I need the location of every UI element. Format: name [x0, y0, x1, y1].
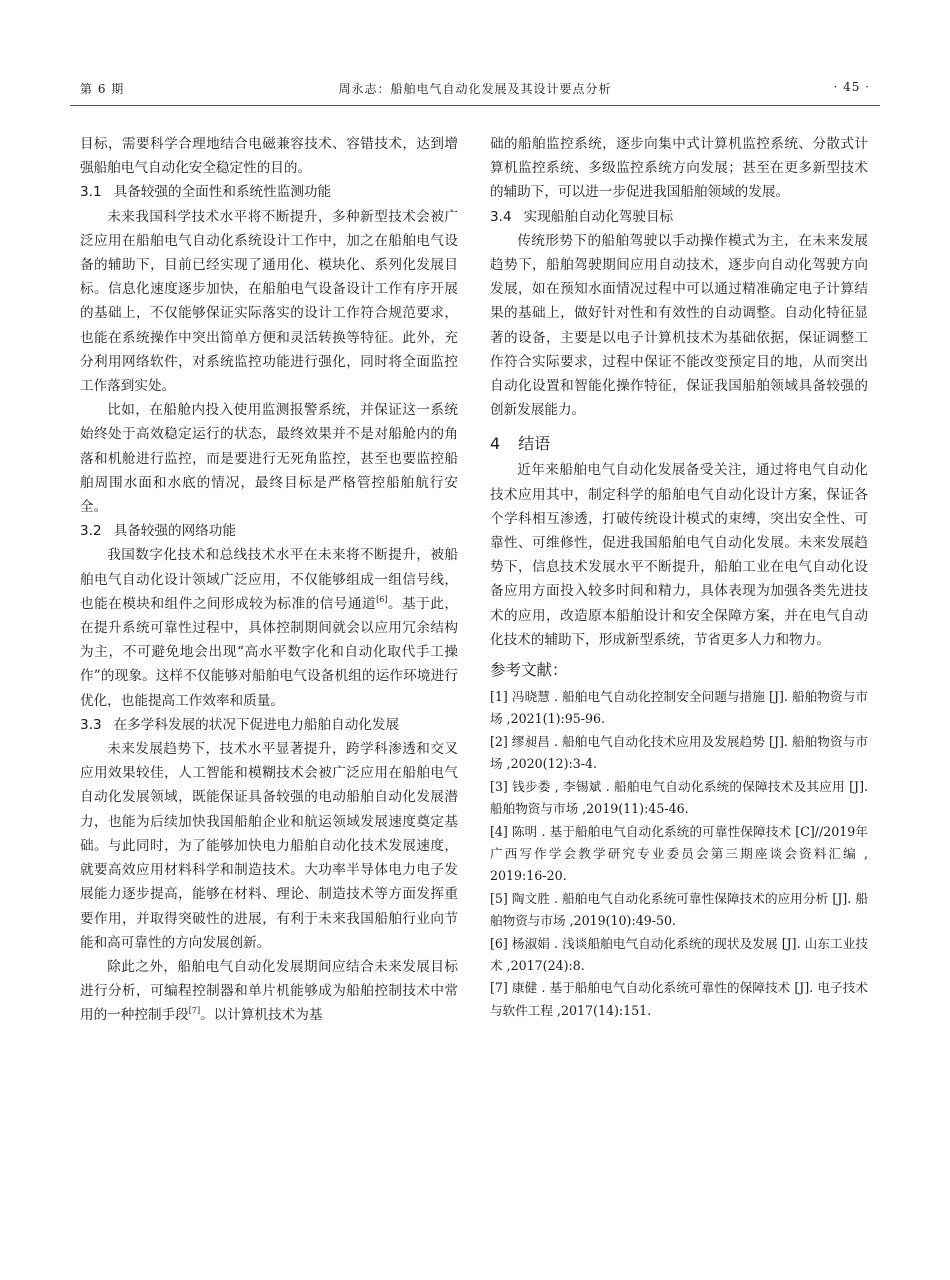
paragraph [80, 543, 458, 712]
reference-list [490, 686, 868, 1022]
section-title: 具备较强的全面性和系统性监测功能 [113, 184, 332, 201]
reference-item: [2] 缪昶昌 . 船舶电气自动化技术应用及发展趋势 [J]. 船舶物资与市场 ,2020(12):3-4. [490, 733, 868, 772]
section-title: 在多学科发展的状况下促进电力船舶自动化发展 [113, 716, 400, 733]
paragraph: 近年来船舶电气自动化发展备受关注，通过将电气自动化技术应用其中，制定科学的船舶电气自动化设计方案，保证各个学科相互渗透，打破传统设计模式的束缚，突出安全性、可靠性、可维修性，促进我国船舶电气自动化发展。未来发展趋势下，信息技术发展水平不断提升，船舶工业在电气自动化设备应用方面投入较多时间和精力，具体表现为加强各类先进技术的应用，改造原本船舶设计和安全保障方案，并在电气自动化技术的辅助下，形成新型系统，节省更多人力和物力。 [490, 462, 868, 648]
section-title: 实现船舶自动化驾驶目标 [523, 208, 674, 225]
section-heading-3-2 [80, 519, 458, 543]
issue-number: 第 6 期 [80, 82, 125, 96]
paragraph [80, 955, 458, 1028]
paragraph-continued: 础的船舶监控系统，逐步向集中式计算机监控系统、分散式计算机监控系统、多级监控系统方向发展；甚至在更多新型技术的辅助下，可以进一步促进我国船舶领域的发展。 [490, 136, 868, 201]
paragraph: 比如，在船舱内投入使用监测报警系统，并保证这一系统始终处于高效稳定运行的状态，最终效果并不是对船舱内的角落和机舱进行监控，而是要进行无死角监控，甚至也要监控船舶周围水面和水底的情况，最终目标是严格管控船舶航行安全。 [80, 402, 458, 516]
section-heading-3-4 [490, 205, 868, 229]
section-number: 4 [490, 434, 501, 454]
reference-item: [1] 冯晓慧 . 船舶电气自动化控制安全问题与措施 [J]. 船舶物资与市场 ,2021(1):95-96. [490, 689, 868, 727]
section-heading-3-3 [80, 713, 458, 737]
running-header [70, 80, 880, 102]
reference-item: [5] 陶文胜 . 船舶电气自动化系统可靠性保障技术的应用分析 [J]. 船舶物资与市场 ,2019(10):49-50. [490, 890, 868, 929]
reference-item: [3] 钱步娄 , 李锡斌 . 船舶电气自动化系统的保障技术及其应用 [J]. 船舶物资与市场 ,2019(11):45-46. [490, 778, 868, 817]
section-title: 结语 [518, 434, 551, 454]
references-heading: 参考文献： [490, 661, 568, 680]
paragraph-text: 。基于此，在提升系统可靠性过程中，具体控制期间就会以应用冗余结构为主，不可避免地会出现“高水平数字化和自动化取代手工操作”的现象。这样不仅能够对船舶电气设备机组的运作环境进行优化，也能提高工作效率和质量。 [80, 595, 459, 709]
paragraph: 未来发展趋势下，技术水平显著提升，跨学科渗透和交叉应用效果较佳，人工智能和模糊技术会被广泛应用在船舶电气自动化发展领域，既能保证具备较强的电动船舶自动化发展潜力，也能为后续加快我国船舶企业和航运领域发展速度奠定基础。与此同时，为了能够加快电力船舶自动化技术发展速度，就要高效应用材料科学和制造技术。大功率半导体电力电子发展能力逐步提高，能够在材料、理论、制造技术等方面发挥重要作用，并取得突破性的进展，有利于未来我国船舶行业向节能和高可靠性的方向发展创新。 [80, 741, 458, 951]
citation-6: [6] [376, 594, 388, 604]
reference-item: [7] 康健 . 基于船舶电气自动化系统可靠性的保障技术 [J]. 电子技术与软件工程 ,2017(14):151. [490, 980, 868, 1018]
reference-item: [6] 杨淑娟 . 浅谈船舶电气自动化系统的现状及发展 [J]. 山东工业技术 ,2017(24):8. [490, 935, 868, 973]
paragraph-text: 。以计算机技术为基 [200, 1007, 323, 1024]
paragraph-text: 我国数字化技术和总线技术水平在未来将不断提升，被船舶电气自动化设计领域广泛应用，不仅能够组成一组信号线，也能在模块和组件之间形成较为标准的信号通道 [80, 547, 458, 612]
right-column [490, 132, 868, 1022]
reference-item: [4] 陈明 . 基于船舶电气自动化系统的可靠性保障技术 [C]//2019年广西写作学会教学研究专业委员会第三期座谈会资料汇编 , 2019:16-20. [490, 823, 868, 884]
page-number: · 45 · [833, 80, 870, 94]
section-number: 3.1 [80, 184, 102, 201]
section-number: 3.3 [80, 716, 102, 733]
section-heading-4 [490, 430, 868, 458]
section-title: 具备较强的网络功能 [113, 523, 236, 540]
section-number: 3.4 [490, 208, 512, 225]
citation-7: [7] [188, 1006, 201, 1016]
article-running-title: 周永志：船舶电气自动化发展及其设计要点分析 [338, 82, 612, 96]
paragraph-text: 除此之外，船舶电气自动化发展期间应结合未来发展目标进行分析，可编程控制器和单片机能够成为船舶控制技术中常用的一种控制手段 [80, 958, 458, 1024]
paragraph-continued: 目标，需要科学合理地结合电磁兼容技术、容错技术，达到增强船舶电气自动化安全稳定性的目的。 [80, 136, 458, 177]
section-number: 3.2 [80, 523, 102, 540]
section-heading-3-1 [80, 180, 458, 204]
left-column [80, 132, 458, 1028]
header-rule [70, 105, 880, 106]
paragraph: 未来我国科学技术水平将不断提升，多种新型技术会被广泛应用在船舶电气自动化系统设计工作中，加之在船舶电气设备的辅助下，目前已经实现了通用化、模块化、系列化发展目标。信息化速度逐步加快，在船舶电气设备设计工作有序开展的基础上，不仅能够保证实际落实的设计工作符合规范要求，也能在系统操作中突出简单方便和灵活转换等特征。此外，充分利用网络软件，对系统监控功能进行强化，同时将全面监控工作落到实处。 [80, 208, 458, 395]
paragraph: 传统形势下的船舶驾驶以手动操作模式为主，在未来发展趋势下，船舶驾驶期间应用自动技术，逐步向自动化驾驶方向发展，如在预知水面情况过程中可以通过精准确定电子计算结果的基础上，做好针对性和有效性的自动调整。自动化特征显著的设备，主要是以电子计算机技术为基础依据，保证调整工作符合实际要求，过程中保证不能改变预定目的地，从而突出自动化设置和智能化操作特征，保证我国船舶领域具备较强的创新发展能力。 [490, 232, 868, 419]
